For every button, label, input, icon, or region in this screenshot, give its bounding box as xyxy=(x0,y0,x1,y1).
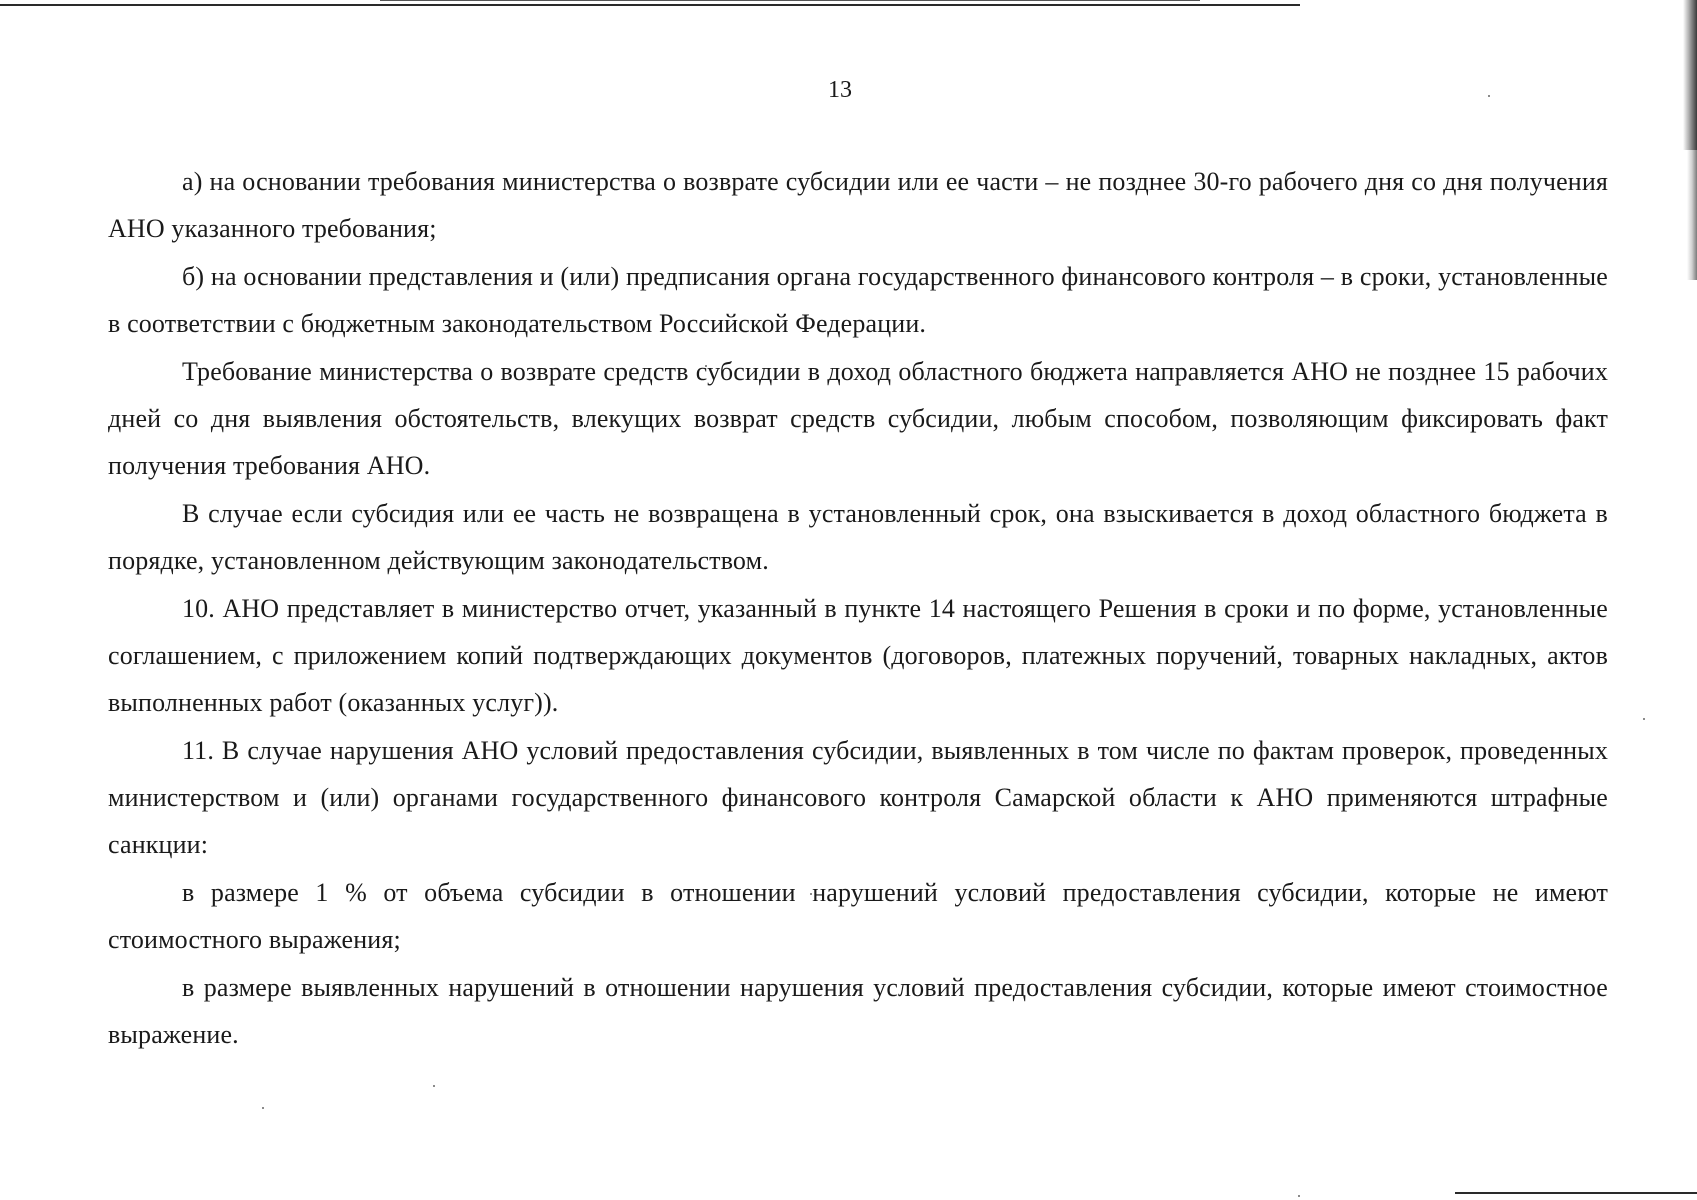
scan-speck xyxy=(262,1107,264,1109)
scan-right-shadow xyxy=(1687,150,1697,280)
document-body xyxy=(108,158,1608,1059)
scan-speck xyxy=(433,1085,435,1087)
paragraph-return-by-control: б) на основании представления и (или) предписания органа государственного финансового контроля – в сроки, установленные в соответствии с бюджетным законодательством Российской Федерации. xyxy=(108,262,1608,338)
scan-top-border xyxy=(0,4,1300,6)
paragraph-recovery: В случае если субсидия или ее часть не возвращена в установленный срок, она взыскивается в доход областного бюджета в порядке, установленном действующим законодательством. xyxy=(108,499,1608,575)
scan-right-shadow xyxy=(1683,0,1697,150)
paragraph-sanction-one-percent: в размере 1 % от объема субсидии в отношении нарушений условий предоставления субсидии, которые не имеют стоимостного выражения; xyxy=(108,878,1608,954)
paragraph-return-by-demand: а) на основании требования министерства о возврате субсидии или ее части – не позднее 30-го рабочего дня со дня получения АНО указанного требования; xyxy=(108,167,1608,243)
paragraph-item-10-report: 10. АНО представляет в министерство отчет, указанный в пункте 14 настоящего Решения в сроки и по форме, установленные соглашением, с приложением копий подтверждающих документов (договоров, платежных поручений, товарных накладных, актов выполненных работ (оказанных услуг)). xyxy=(108,594,1608,717)
scan-bottom-border xyxy=(1455,1192,1697,1194)
paragraph-ministry-demand: Требование министерства о возврате средств субсидии в доход областного бюджета направляется АНО не позднее 15 рабочих дней со дня выявления обстоятельств, влекущих возврат средств субсидии, любым способом, позволяющим фиксировать факт получения требования АНО. xyxy=(108,357,1608,480)
paragraph-item-11-sanctions: 11. В случае нарушения АНО условий предоставления субсидии, выявленных в том числе по фактам проверок, проведенных министерством и (или) органами государственного финансового контроля Самарской области к АНО применяются штрафные санкции: xyxy=(108,736,1608,859)
page-number: 13 xyxy=(828,77,852,103)
paragraph-sanction-amount: в размере выявленных нарушений в отношении нарушения условий предоставления субсидии, которые имеют стоимостное выражение. xyxy=(108,973,1608,1049)
scan-edge-line xyxy=(380,0,1200,1)
scan-speck xyxy=(1643,718,1645,720)
scan-speck xyxy=(1298,1195,1300,1197)
